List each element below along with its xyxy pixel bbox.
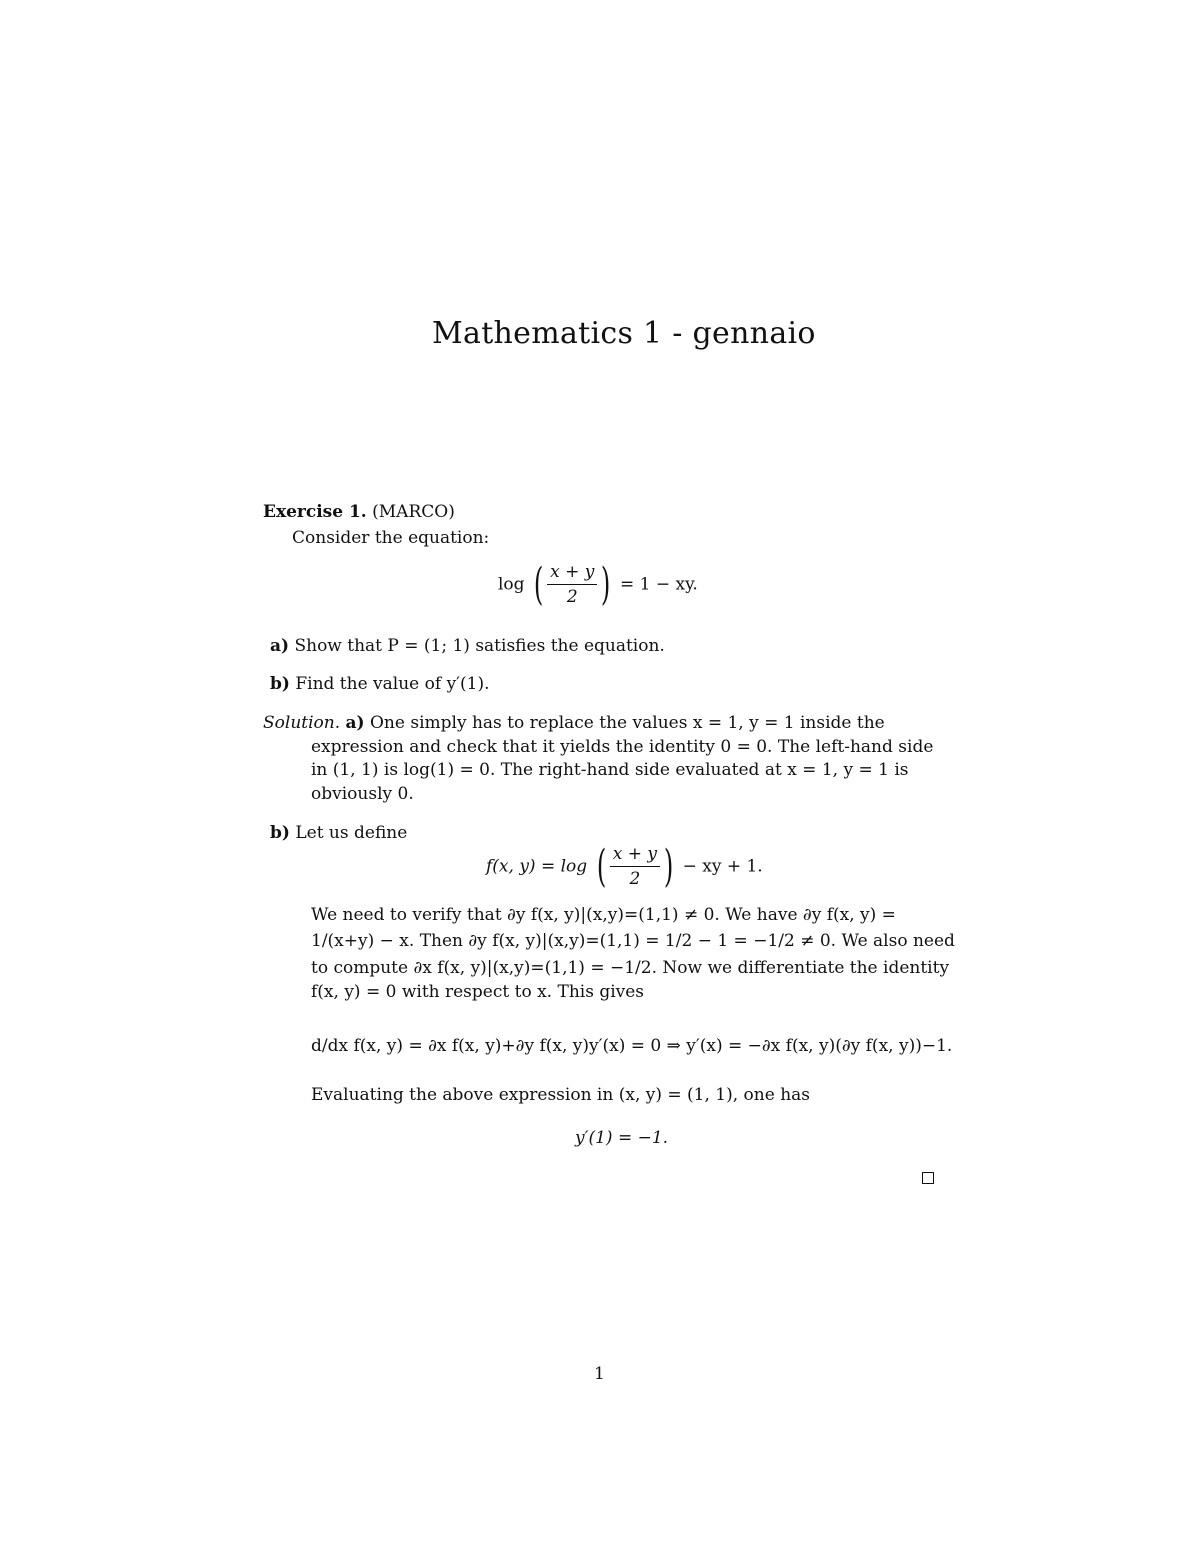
solution-b-line-2: 1/(x+y) − x. Then ∂y f(x, y)|(x,y)=(1,1) = 1/2 − 1 = −1/2 ≠ 0. We also need (311, 931, 955, 951)
equation-fraction (547, 560, 597, 609)
part-a-label: a) (270, 636, 290, 656)
solution-b-label: b) (270, 823, 290, 843)
definition-rhs: − xy + 1. (682, 856, 763, 877)
evaluation-text: Evaluating the above expression in (x, y) = (1, 1), one has (311, 1085, 811, 1105)
solution-b-line-1: We need to verify that ∂y f(x, y)|(x,y)=(1,1) ≠ 0. We have ∂y f(x, y) = (311, 905, 896, 925)
solution-label: Solution. (263, 713, 341, 733)
solution-a-line-2: expression and check that it yields the identity 0 = 0. The left-hand side (311, 737, 934, 757)
exercise-author: (MARCO) (372, 502, 455, 522)
exercise-intro: Consider the equation: (292, 528, 490, 548)
main-equation (498, 560, 698, 609)
solution-a-line-3: in (1, 1) is log(1) = 0. The right-hand side evaluated at x = 1, y = 1 is (311, 760, 909, 780)
final-result: y′(1) = −1. (575, 1128, 669, 1148)
definition-equation (486, 842, 763, 891)
solution-b-line-4: f(x, y) = 0 with respect to x. This gives (311, 982, 645, 1002)
equation-log: log (498, 574, 525, 595)
def-right-paren: ) (663, 840, 674, 892)
def-fraction-numerator: x + y (610, 842, 660, 867)
qed-square-icon (922, 1172, 934, 1184)
page-number: 1 (594, 1364, 605, 1384)
part-b-text: Find the value of y′(1). (295, 674, 490, 694)
solution-a-line-1: One simply has to replace the values x = 1, y = 1 inside the (370, 713, 885, 733)
exercise-label: Exercise 1. (263, 502, 367, 522)
solution-b-line-3: to compute ∂x f(x, y)|(x,y)=(1,1) = −1/2. Now we differentiate the identity (311, 958, 950, 978)
definition-fraction (610, 842, 660, 891)
part-b-question (270, 672, 490, 696)
exercise-heading (263, 500, 455, 524)
definition-lhs: f(x, y) = log (486, 856, 588, 877)
right-paren: ) (601, 558, 611, 610)
part-a-question (270, 634, 665, 658)
solution-a-label: a) (345, 713, 365, 733)
differentiation-equation: d/dx f(x, y) = ∂x f(x, y)+∂y f(x, y)y′(x) = 0 ⇒ y′(x) = −∂x f(x, y)(∂y f(x, y))−1. (311, 1036, 953, 1056)
def-fraction-denominator: 2 (629, 869, 641, 889)
fraction-denominator: 2 (566, 587, 578, 607)
solution-b-intro-text: Let us define (295, 823, 408, 843)
solution-b-intro (270, 821, 407, 845)
page-title: Mathematics 1 - gennaio (432, 316, 816, 351)
def-left-paren: ( (596, 840, 606, 892)
part-b-label: b) (270, 674, 290, 694)
fraction-numerator: x + y (547, 560, 597, 585)
solution-a-first-line (263, 711, 937, 735)
left-paren: ( (533, 558, 544, 610)
part-a-text: Show that P = (1; 1) satisfies the equation. (294, 636, 665, 656)
equation-rhs: = 1 − xy. (619, 574, 698, 595)
solution-a-line-4: obviously 0. (311, 784, 414, 804)
